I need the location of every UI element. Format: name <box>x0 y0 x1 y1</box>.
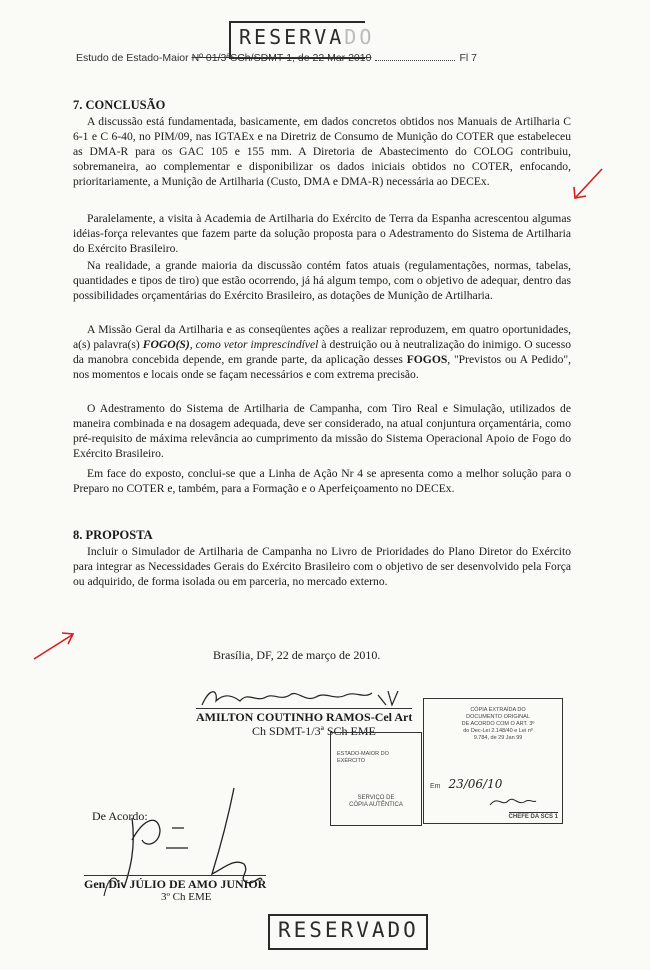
red-arrow-icon <box>30 625 80 665</box>
red-arrow-icon <box>568 165 608 205</box>
signer-1-name: AMILTON COUTINHO RAMOS-Cel Art <box>196 710 413 724</box>
header-folio: Fl 7 <box>459 52 477 64</box>
de-acordo-label: De Acordo: <box>92 809 148 823</box>
reserved-stamp-top-text: RESERVA <box>239 25 345 49</box>
section-7-paragraph-1: A discussão está fundamentada, basicamente, em dados concretos obtidos nos Manuais de Artilharia C 6-1 e C 6-40, no PIM/09, nas IGTAEx e na Diretriz de Consumo de Munição do COTER que estabeleceu as DMA-R para os GAC 105 e 155 mm. A Diretoria de Abastecimento do COLOG contribuiu, sobremaneira, ao complementar e disponibilizar os dados iniciais obtidos no COTER, enfocando, prioritariamente, a Munição de Artilharia (Custo, DMA e DMA-R) necessária ao DECEx. <box>73 115 571 188</box>
word-fogos-bold: FOGOS <box>406 353 448 366</box>
document-header <box>76 52 477 64</box>
signer-2-name: Gen Div JÚLIO DE AMO JUNIOR <box>84 877 267 891</box>
signer-2-role: 3º Ch EME <box>161 891 212 903</box>
signer-1-role: Ch SDMT-1/3ª SCh EME <box>252 724 376 738</box>
copy-stamp-footer: CHEFE DA SCS 1 <box>508 814 558 820</box>
section-7-paragraph-5: O Adestramento do Sistema de Artilharia de Campanha, com Tiro Real e Simulação, utilizados de maneira combinada e na dosagem adequada, deve ser considerado, na atual conjuntura orçamentária, como pré-requisito de máxima relevância ao cumprimento da missão do Sistema Operacional Apoio de Fogo do Exército Brasileiro. <box>73 402 571 460</box>
copy-stamp-date: 23/06/10 <box>448 777 503 791</box>
section-8-title: 8. PROPOSTA <box>73 528 153 542</box>
section-8-paragraph-1: Incluir o Simulador de Artilharia de Campanha no Livro de Prioridades do Plano Diretor do Exército para integrar as Necessidades Gerais do Exército Brasileiro com o objetivo de ser desenvolvido pela Força ou adquirido, de forma isolada ou em parceria, no mercado externo. <box>73 545 571 588</box>
authenticity-stamp <box>330 732 422 826</box>
copy-stamp-initials-icon <box>488 795 538 809</box>
section-7-paragraph-3: Na realidade, a grande maioria da discussão contém fatos atuais (regulamentações, normas, tabelas, quantidades e tipos de tiro) que estão ocorrendo, já há algum tempo, com o objetivo de adequar, dentro das possibilidades orçamentárias do Exército Brasileiro, as dotações de Munição de Artilharia. <box>73 259 571 302</box>
header-struck-reference: Nº 01/3ªSCh/SDMT-1, de 22 Mar 2010 <box>191 52 372 64</box>
section-7-paragraph-2: Paralelamente, a visita à Academia de Artilharia do Exército de Terra da Espanha acrescentou algumas idéias-força relevantes que fazem parte da solução proposta para o Adestramento do Sistema de Artilharia do Exército Brasileiro. <box>73 212 571 255</box>
section-7-title: 7. CONCLUSÃO <box>73 98 166 112</box>
header-prefix: Estudo de Estado-Maior <box>76 52 192 64</box>
place-date: Brasília, DF, 22 de março de 2010. <box>213 648 381 662</box>
copy-stamp-date-label: Em <box>430 783 441 790</box>
reserved-stamp-bottom: RESERVADO <box>268 914 428 950</box>
section-7-paragraph-6: Em face do exposto, conclui-se que a Linha de Ação Nr 4 se apresenta como a melhor solução para o Preparo no COTER e, também, para a Formação e o Aperfeiçoamento no DECEx. <box>73 467 571 495</box>
authenticity-stamp-header: ESTADO-MAIOR DO EXÉRCITO <box>337 751 389 764</box>
reserved-stamp-top: RESERVADO <box>229 21 365 59</box>
section-7-paragraph-4: A Missão Geral da Artilharia e as conseqüentes ações a realizar reproduzem, em quatro oportunidades, a(s) palavra(s) FOGO(S), como vetor imprescindível à destruição ou à neutralização do inimigo. O sucesso da manobra concebida depende, em grande parte, da aplicação desses FOGOS, "Previstos ou A Pedido", nos momentos e locais onde se façam necessários e com extrema precisão. <box>73 323 571 381</box>
copy-certification-stamp: CÓPIA EXTRAÍDA DO DOCUMENTO ORIGINAL DE ACORDO COM O ART. 3º do Dec-Lei 2.148/40 e Lei nº 9.784, de 29 Jan 99 Em 23/06/10 CHEFE DA SCS 1 <box>423 698 563 824</box>
authenticity-stamp-line-2: CÓPIA AUTÊNTICA <box>349 802 403 808</box>
authenticity-stamp-line-1: SERVIÇO DE <box>357 795 395 801</box>
word-fogos-emphasis: FOGO(S) <box>142 338 190 351</box>
